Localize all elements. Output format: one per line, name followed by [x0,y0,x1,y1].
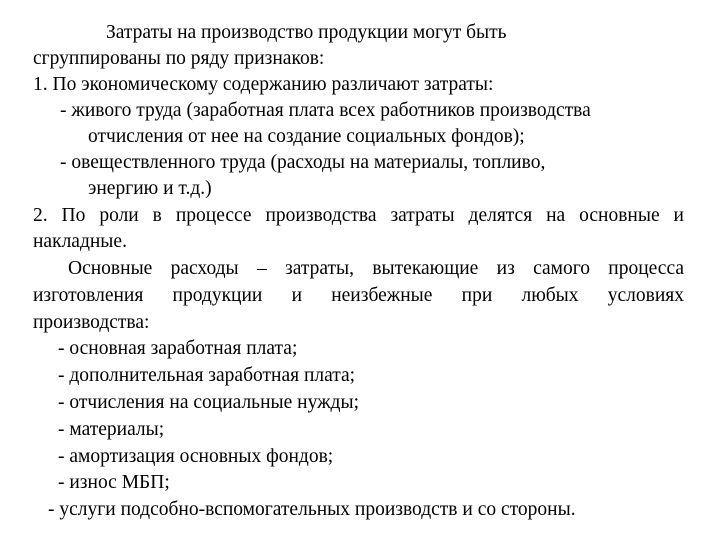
cost-item-1: - основная заработная плата; [58,338,298,359]
section-1-item-1-line-2: отчисления от нее на создание социальных фондов); [88,126,525,147]
section-2-heading-line-1: 2. По роли в процессе производства затраты делятся на основные и [33,205,684,226]
section-1-item-2-line-2: энергию и т.д.) [88,178,212,199]
cost-item-4: - материалы; [58,419,165,440]
cost-item-2: - дополнительная заработная плата; [58,365,356,386]
intro-line-1: Затраты на производство продукции могут быть [106,22,507,43]
section-2-heading-line-2: накладные. [33,231,127,252]
section-1-item-1-line-1: - живого труда (заработная плата всех работников производства [60,100,591,121]
section-2-paragraph-line-3: производства: [33,312,150,333]
section-2-paragraph-line-1: Основные расходы – затраты, вытекающие из самого процесса [68,258,684,279]
cost-item-5: - амортизация основных фондов; [58,446,334,467]
cost-item-6: - износ МБП; [58,472,170,493]
cost-item-3: - отчисления на социальные нужды; [58,392,359,413]
section-2-paragraph-line-2: изготовления продукции и неизбежные при любых условиях [33,285,684,306]
section-1-item-2-line-1: - овеществленного труда (расходы на материалы, топливо, [60,152,546,173]
intro-line-2: сгруппированы по ряду признаков: [33,48,325,69]
section-1-heading: 1. По экономическому содержанию различают затраты: [33,74,494,95]
cost-item-7: - услуги подсобно-вспомогательных производств и со стороны. [48,499,576,520]
